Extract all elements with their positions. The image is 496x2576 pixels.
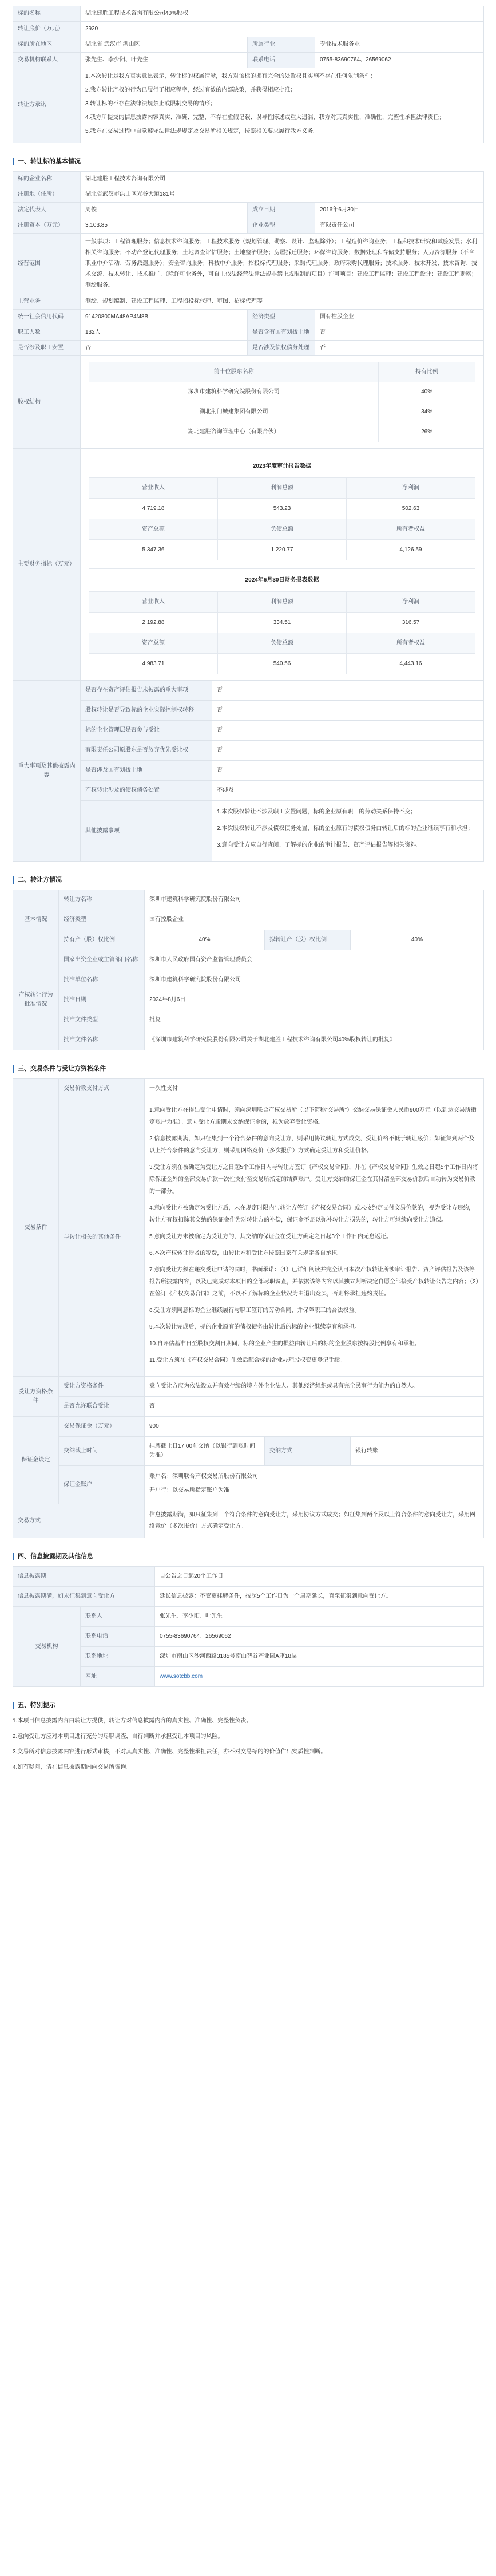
table-row [13, 1667, 484, 1687]
sell-ratio-label: 拟转让产（股）权比例 [265, 930, 351, 950]
table-row [13, 990, 484, 1010]
total-profit-header: 利润总额 [218, 478, 347, 499]
name-label: 标的名称 [13, 6, 81, 22]
summary-table [13, 6, 484, 143]
table-row [13, 970, 484, 990]
table-header-row [89, 362, 475, 382]
phone-label: 联系电话 [248, 53, 315, 68]
trade-mode-value: 信息披露期满，如只征集到一个符合条件的意向受让方，采用协议方式成交；如征集到两个及以上符合条件的意向受让方，采用网络竞价（多次报价）方式确定受让方。 [145, 1504, 484, 1538]
equity-value: 4,126.59 [347, 540, 475, 560]
contact-address-label: 联系地址 [81, 1647, 155, 1667]
contact-address-value: 深圳市南山区沙河西路3185号南山智谷产业园A座18层 [155, 1647, 484, 1667]
paragraph: 2.我方转让产权的行为已履行了相应程序，经过有效的内部决策，并获得相应批准； [85, 87, 296, 93]
target-basic-table [13, 171, 484, 681]
legal-value: 周俊 [81, 203, 248, 218]
basic-info-label: 基本情况 [13, 890, 59, 950]
financials-title: 2023年度审计报告数据 [89, 455, 475, 478]
joint-bid-label: 是否允许联合受让 [59, 1397, 145, 1417]
paragraph: 4.意向受让方被确定为受让方后，未在规定时限内与转让方签订《产权交易合同》或未按约定支付交易价款的，视为受让方违约，转让方有权扣除其交纳的保证金作为对转让方的补偿，保证金不足以弥补转让方损失的，转让方可继续向受让方追偿。 [149, 1205, 475, 1223]
approval-docname-value: 《深圳市建筑科学研究院股份有限公司关于湖北建胜工程技术咨询有限公司40%股权转让的批复》 [145, 1030, 484, 1050]
total-profit-header: 利润总额 [218, 592, 347, 613]
deposit-amount-label: 交易保证金（万元） [59, 1417, 145, 1437]
founded-value: 2016年6月30日 [315, 203, 484, 218]
conditions-table [13, 1078, 484, 1538]
staff-value: 132人 [81, 325, 248, 341]
shareholders-table [89, 362, 475, 442]
total-profit-value: 334.51 [218, 613, 347, 633]
paragraph: 2.信息披露期满，如只征集到一个符合条件的意向受让方，则采用协议转让方式成交，受让价格不低于转让底价；如征集到两个及以上符合条件的意向受让方，则采用网络竞价（多次报价）方式确定受让方和受让价格。 [149, 1136, 475, 1154]
paragraph: 2.意向受让方应对本项目进行充分的尽职调查，自行判断并承担受让本项目的风险。 [13, 1733, 224, 1740]
resettle-value: 否 [81, 341, 248, 356]
contact-person-value: 张先生、李少阳、叶先生 [155, 1607, 484, 1627]
holder-name: 深圳市建筑科学研究院股份有限公司 [89, 382, 379, 402]
deposit-method-label: 交纳方式 [265, 1437, 351, 1466]
staff-label: 职工人数 [13, 325, 81, 341]
other-disclosure-text [212, 801, 484, 862]
major-item-value: 否 [212, 721, 484, 741]
table-row [13, 294, 484, 310]
capital-value: 3,103.85 [81, 218, 248, 234]
website-label: 网址 [81, 1667, 155, 1687]
paragraph: 4.如有疑问，请在信息披露期内向交易所咨询。 [13, 1764, 132, 1771]
paragraph: 1.本次转让是我方真实意愿表示，转让标的权属清晰，我方对该标的拥有完全的处置权且实施不存在任何限制条件； [85, 73, 376, 80]
holder-ratio-header: 持有比例 [379, 362, 475, 382]
contact-phone-value: 0755-83690764、26569062 [155, 1627, 484, 1647]
major-item-label: 有限责任公司原股东是否放弃优先受让权 [81, 741, 212, 761]
deposit-deadline-label: 交纳截止时间 [59, 1437, 145, 1466]
land-label: 是否含有国有划拨土地 [248, 325, 315, 341]
page [13, 0, 483, 1773]
summary-row [13, 6, 484, 22]
revenue-header: 营业收入 [89, 478, 218, 499]
major-item-label: 产权转让涉及的债权债务处置 [81, 781, 212, 801]
legal-label: 法定代表人 [13, 203, 81, 218]
total-profit-value: 543.23 [218, 499, 347, 519]
trade-conditions-label: 交易条件 [13, 1079, 59, 1377]
trade-mode-label: 交易方式 [13, 1504, 145, 1538]
land-value: 否 [315, 325, 484, 341]
approval-unit-label: 批准单位名称 [59, 970, 145, 990]
table-row [89, 499, 475, 519]
table-row [89, 540, 475, 560]
table-row [13, 1607, 484, 1627]
deposit-deadline-value: 挂牌截止日17:00前交纳（以银行到账时间为准） [145, 1437, 265, 1466]
debt-label: 是否涉及债权债务处理 [248, 341, 315, 356]
seller-econ-value: 国有控股企业 [145, 910, 484, 930]
seller-name-value: 深圳市建筑科学研究院股份有限公司 [145, 890, 484, 910]
main-business-label: 主营业务 [13, 294, 81, 310]
website-cell [155, 1667, 484, 1687]
paragraph: 3.转让标的不存在法律法规禁止或限制交易的情形； [85, 101, 216, 107]
revenue-header: 营业收入 [89, 592, 218, 613]
table-row [13, 218, 484, 234]
approval-label: 产权转让行为批准情况 [13, 950, 59, 1050]
paragraph: 1.本次股权转让不涉及职工安置问题，标的企业原有职工的劳动关系保持不变； [217, 809, 416, 815]
joint-bid-value: 否 [145, 1397, 484, 1417]
section-title: 三、交易条件与受让方资格条件 [13, 1065, 483, 1073]
disclosure-table [13, 1566, 484, 1687]
total-assets-value: 5,347.36 [89, 540, 218, 560]
industry-label: 所属行业 [248, 37, 315, 53]
approval-doctype-value: 批复 [145, 1010, 484, 1030]
table-row [13, 801, 484, 862]
deposit-amount-value: 900 [145, 1417, 484, 1437]
table-row [13, 1437, 484, 1466]
table-row [13, 741, 484, 761]
net-profit-value: 502.63 [347, 499, 475, 519]
spacer [89, 560, 475, 568]
econ-type-label: 经济类型 [248, 310, 315, 325]
total-liabilities-value: 540.56 [218, 654, 347, 674]
total-assets-header: 资产总额 [89, 519, 218, 540]
financials-2024-table [89, 568, 475, 674]
price-value: 2920 [81, 22, 484, 37]
net-profit-value: 316.57 [347, 613, 475, 633]
address-value: 湖北省武汉市洪山区光谷大道181号 [81, 187, 484, 203]
founded-label: 成立日期 [248, 203, 315, 218]
company-value: 湖北建胜工程技术咨询有限公司 [81, 172, 484, 187]
name-value: 湖北建胜工程技术咨询有限公司40%股权 [81, 6, 484, 22]
paragraph: 开户行：以交易所指定账户为准 [149, 1487, 229, 1494]
total-liabilities-value: 1,220.77 [218, 540, 347, 560]
table-row [13, 930, 484, 950]
table-row [89, 382, 475, 402]
table-row [13, 950, 484, 970]
debt-value: 否 [315, 341, 484, 356]
seller-table [13, 890, 484, 1050]
paragraph: 10.自评估基准日至股权交割日期间，标的企业产生的损益由转让后的标的企业股东按持股比例享有和承担。 [149, 1341, 420, 1347]
paragraph: 3.交易所对信息披露内容进行形式审核，不对其真实性、准确性、完整性承担责任，亦不对交易标的的价值作出实质性判断。 [13, 1749, 327, 1755]
qualification-label: 受让方资格条件 [59, 1377, 145, 1397]
holder-name-header: 前十位股东名称 [89, 362, 379, 382]
address-label: 注册地（住所） [13, 187, 81, 203]
paragraph: 7.意向受让方须在递交受让申请的同时，书面承诺：（1）已详细阅读并完全认可本次产权转让所涉审计报告、资产评估报告及该等报告所披露内容，以及已完成对本项目的全部尽职调查，并依据该等内容以其独立判断决定自愿全部接受产权转让公告之内容；（2）在签订《产权交易合同》之前，不以不了解标的企业状况为由退出竞买，否则将承担违约责任。 [149, 1267, 479, 1297]
scope-value: 一般事项：工程管理服务；信息技术咨询服务；工程技术服务（规划管理、勘察、设计、监理除外）；工程造价咨询业务；工程和技术研究和试验发展；水利相关咨询服务；不动产登记代理服务；土地调查评估服务；土地整治服务；房屋拆迁服务；环保咨询服务；数据处理和存储支持服务；人力资源服务（不含职业中介活动、劳务派遣服务）；安全咨询服务；科技中介服务；招投标代理服务；采购代理服务；政府采购代理服务；技术服务、技术开发、技术咨询、技术交流、技术转让、技术推广。（除许可业务外，可自主依法经营法律法规非禁止或限制的项目）许可项目：建设工程监理；建设工程设计；建设工程勘察；测绘服务。 [81, 234, 484, 294]
major-matters-table [13, 680, 484, 862]
paragraph: 9.本次转让完成后，标的企业原有的债权债务由转让后的标的企业继续享有和承担。 [149, 1324, 360, 1330]
paragraph: 4.我方所提交的信息披露内容真实、准确、完整，不存在虚假记载、误导性陈述或重大遗漏，我方对其真实性、准确性、完整性承担法律责任； [85, 114, 445, 121]
major-item-label: 股权转让是否导致标的企业实际控制权转移 [81, 701, 212, 721]
resettle-label: 是否涉及职工安置 [13, 341, 81, 356]
table-row [13, 325, 484, 341]
hold-ratio-value: 40% [145, 930, 265, 950]
promise-label: 转让方承诺 [13, 68, 81, 143]
other-conditions-label: 与转让相关的其他条件 [59, 1099, 145, 1377]
table-header-row [89, 478, 475, 499]
financials-2023-table [89, 455, 475, 560]
major-matters-label: 重大事项及其他披露内容 [13, 681, 81, 862]
table-row [13, 721, 484, 741]
table-row [13, 341, 484, 356]
financials-label: 主要财务指标（万元） [13, 449, 81, 681]
extend-value: 延长信息披露：不变更挂牌条件，按照5个工作日为一个周期延长，直至征集到意向受让方。 [155, 1587, 484, 1607]
revenue-value: 2,192.88 [89, 613, 218, 633]
price-label: 转让底价（万元） [13, 22, 81, 37]
holder-name: 湖北荆门城建集团有限公司 [89, 402, 379, 422]
extend-label: 信息披露期满，如未征集到意向受让方 [13, 1587, 155, 1607]
exchange-org-label: 交易机构 [13, 1607, 81, 1687]
table-row [89, 402, 475, 422]
paragraph: 3.意向受让方应自行查阅、了解标的企业的审计报告、资产评估报告等相关资料。 [217, 842, 422, 848]
revenue-value: 4,719.18 [89, 499, 218, 519]
qualification-value: 意向受让方应为依法设立并有效存续的境内外企业法人、其他经济组织或具有完全民事行为能力的自然人。 [145, 1377, 484, 1397]
table-row [13, 781, 484, 801]
table-row [13, 1030, 484, 1050]
major-item-value: 否 [212, 701, 484, 721]
table-row [13, 1377, 484, 1397]
table-row [13, 910, 484, 930]
deposit-account-label: 保证金账户 [59, 1466, 145, 1504]
holder-ratio: 26% [379, 422, 475, 442]
table-row [13, 1647, 484, 1667]
financials-cell [81, 449, 484, 681]
paragraph: 3.受让方须在被确定为受让方之日起5个工作日内与转让方签订《产权交易合同》，并在《产权交易合同》生效之日起5个工作日内将除保证金外的全部交易价款一次性支付至交易所指定的结算账户。受让方交纳的保证金在其付清全部交易价款后自动转为交易价款的一部分。 [149, 1164, 478, 1195]
approval-doctype-label: 批准文件类型 [59, 1010, 145, 1030]
table-row [13, 1099, 484, 1377]
major-item-label: 是否涉及国有划拨土地 [81, 761, 212, 781]
summary-row [13, 22, 484, 37]
total-liabilities-header: 负债总额 [218, 633, 347, 654]
summary-row [13, 37, 484, 53]
website-link[interactable]: www.sotcbb.com [160, 1673, 203, 1680]
payment-method-value: 一次性支付 [145, 1079, 484, 1099]
table-row [13, 701, 484, 721]
seller-name-label: 转让方名称 [59, 890, 145, 910]
table-row [13, 1504, 484, 1538]
deposit-group-label: 保证金设定 [13, 1417, 59, 1504]
major-item-value: 否 [212, 761, 484, 781]
table-row [13, 172, 484, 187]
payment-method-label: 交易价款支付方式 [59, 1079, 145, 1099]
section-title: 四、信息披露期及其他信息 [13, 1553, 483, 1560]
holders-label: 股权结构 [13, 356, 81, 449]
qualification-group-label: 受让方资格条件 [13, 1377, 59, 1417]
promise-text [81, 68, 484, 143]
table-row [13, 1079, 484, 1099]
region-value: 湖北省 武汉市 洪山区 [81, 37, 248, 53]
table-row [13, 890, 484, 910]
econ-type-value: 国有控股企业 [315, 310, 484, 325]
table-row [13, 1417, 484, 1437]
net-profit-header: 净利润 [347, 478, 475, 499]
section-title: 一、转让标的基本情况 [13, 158, 483, 165]
state-owner-value: 深圳市人民政府国有资产监督管理委员会 [145, 950, 484, 970]
table-row [13, 234, 484, 294]
table-row [13, 449, 484, 681]
table-row [89, 654, 475, 674]
approval-docname-label: 批准文件名称 [59, 1030, 145, 1050]
table-row [13, 681, 484, 701]
equity-value: 4,443.16 [347, 654, 475, 674]
phone-value: 0755-83690764、26569062 [315, 53, 484, 68]
seller-econ-label: 经济类型 [59, 910, 145, 930]
paragraph: 11.受让方须在《产权交易合同》生效后配合标的企业办理股权变更登记手续。 [149, 1357, 346, 1364]
equity-header: 所有者权益 [347, 519, 475, 540]
table-row [13, 356, 484, 449]
paragraph: 5.意向受让方未被确定为受让方的，其交纳的保证金在受让方确定之日起3个工作日内无息返还。 [149, 1234, 392, 1240]
main-business-value: 测绘、规划编制、建设工程监理、工程招投标代理、审图、招标代理等 [81, 294, 484, 310]
type-label: 企业类型 [248, 218, 315, 234]
paragraph: 8.受让方须同意标的企业继续履行与职工签订的劳动合同，并保障职工的合法权益。 [149, 1307, 360, 1314]
approval-unit-value: 深圳市建筑科学研究院股份有限公司 [145, 970, 484, 990]
table-row [13, 1010, 484, 1030]
table-row [89, 455, 475, 478]
major-item-value: 否 [212, 681, 484, 701]
table-row [13, 761, 484, 781]
region-label: 标的所在地区 [13, 37, 81, 53]
paragraph: 1.意向受让方在提出受让申请时，须向深圳联合产权交易所（以下简称“交易所”）交纳交易保证金人民币900万元（以到达交易所指定账户为准）。意向受让方逾期未交纳保证金的，视为放弃受让资格。 [149, 1107, 477, 1125]
summary-row [13, 53, 484, 68]
table-header-row [89, 633, 475, 654]
table-header-row [89, 592, 475, 613]
equity-header: 所有者权益 [347, 633, 475, 654]
deposit-account-value [145, 1466, 484, 1504]
table-row [13, 187, 484, 203]
contact-phone-label: 联系电话 [81, 1627, 155, 1647]
paragraph: 5.我方在交易过程中自觉遵守法律法规规定及交易所相关规定，按照相关要求履行我方义务。 [85, 128, 319, 135]
table-row [13, 1627, 484, 1647]
table-row [13, 1567, 484, 1587]
table-row [13, 1587, 484, 1607]
sell-ratio-value: 40% [351, 930, 484, 950]
major-item-label: 是否存在资产评估报告未披露的重大事项 [81, 681, 212, 701]
hold-ratio-label: 持有产（股）权比例 [59, 930, 145, 950]
financials-title: 2024年6月30日财务报表数据 [89, 569, 475, 592]
summary-row [13, 68, 484, 143]
disclosure-period-value: 自公告之日起20个工作日 [155, 1567, 484, 1587]
other-disclosure-label: 其他披露事项 [81, 801, 212, 862]
scope-label: 经营范围 [13, 234, 81, 294]
special-notes [13, 1715, 483, 1773]
major-item-value: 否 [212, 741, 484, 761]
capital-label: 注册资本（万元） [13, 218, 81, 234]
holders-cell [81, 356, 484, 449]
contact-person-label: 联系人 [81, 1607, 155, 1627]
disclosure-period-label: 信息披露期 [13, 1567, 155, 1587]
paragraph: 1.本项目信息披露内容由转让方提供，转让方对信息披露内容的真实性、准确性、完整性负责。 [13, 1718, 252, 1724]
paragraph: 6.本次产权转让涉及的税费，由转让方和受让方按照国家有关规定各自承担。 [149, 1250, 343, 1257]
credit-code-label: 统一社会信用代码 [13, 310, 81, 325]
table-row [89, 613, 475, 633]
table-header-row [89, 519, 475, 540]
holder-ratio: 34% [379, 402, 475, 422]
total-liabilities-header: 负债总额 [218, 519, 347, 540]
table-row [13, 203, 484, 218]
contact-value: 张先生、李少阳、叶先生 [81, 53, 248, 68]
table-row [13, 1397, 484, 1417]
table-row [89, 422, 475, 442]
table-row [89, 569, 475, 592]
approval-date-value: 2024年8月6日 [145, 990, 484, 1010]
deposit-method-value: 银行转账 [351, 1437, 484, 1466]
approval-date-label: 批准日期 [59, 990, 145, 1010]
type-value: 有限责任公司 [315, 218, 484, 234]
company-label: 标的企业名称 [13, 172, 81, 187]
paragraph: 账户名：深圳联合产权交易所股份有限公司 [149, 1473, 258, 1480]
total-assets-header: 资产总额 [89, 633, 218, 654]
contact-label: 交易机构联系人 [13, 53, 81, 68]
holder-name: 湖北建胜咨询管理中心（有限合伙） [89, 422, 379, 442]
table-row [13, 1466, 484, 1504]
industry-value: 专业技术服务业 [315, 37, 484, 53]
major-item-label: 标的企业管理层是否参与受让 [81, 721, 212, 741]
major-item-value: 不涉及 [212, 781, 484, 801]
section-title: 五、特别提示 [13, 1702, 483, 1709]
paragraph: 2.本次股权转让不涉及债权债务处置，标的企业原有的债权债务由转让后的标的企业继续享有和承担； [217, 825, 474, 832]
table-row [13, 310, 484, 325]
section-title: 二、转让方情况 [13, 876, 483, 884]
holder-ratio: 40% [379, 382, 475, 402]
total-assets-value: 4,983.71 [89, 654, 218, 674]
net-profit-header: 净利润 [347, 592, 475, 613]
other-conditions-text [145, 1099, 484, 1377]
state-owner-label: 国家出资企业或主管部门名称 [59, 950, 145, 970]
credit-code-value: 91420800MA48AP4M8B [81, 310, 248, 325]
